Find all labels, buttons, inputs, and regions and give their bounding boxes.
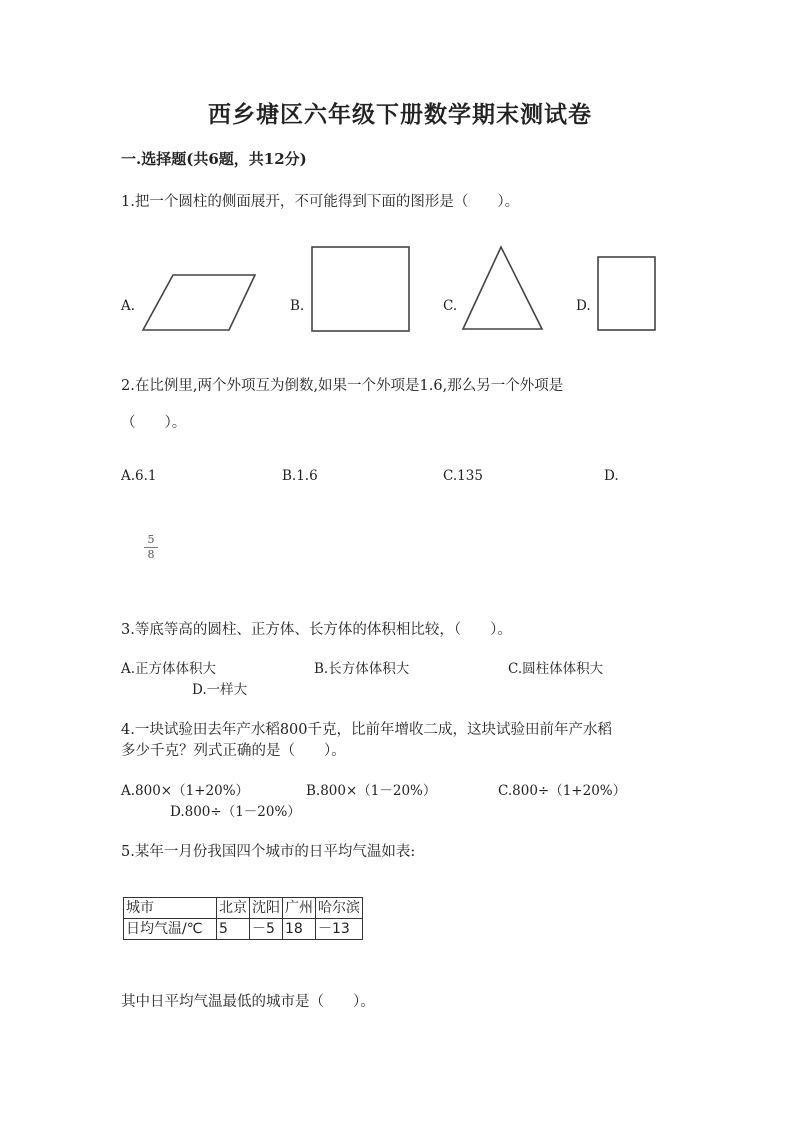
- q3-option-a: A.正方体体积大: [121, 661, 217, 677]
- question-5-prompt: 其中日平均气温最低的城市是（ ）。: [121, 994, 375, 1010]
- q4-option-d: D.800÷（1－20%）: [170, 804, 301, 820]
- square-shape-icon: [310, 245, 412, 333]
- q2-option-c: C.135: [443, 468, 483, 484]
- q4-option-b: B.800×（1－20%）: [306, 783, 437, 799]
- q3-option-b: B.长方体体积大: [314, 661, 410, 677]
- parallelogram-shape-icon: [140, 272, 260, 334]
- table-row: [124, 919, 363, 940]
- fraction-denominator: 8: [147, 548, 155, 561]
- q1-option-a-label: A.: [121, 298, 136, 314]
- page-title: 西乡塘区六年级下册数学期末测试卷: [208, 101, 592, 128]
- table-header-cell: 北京: [217, 898, 250, 919]
- table-header-cell: 哈尔滨: [316, 898, 363, 919]
- section-heading: 一.选择题(共6题，共12分): [121, 150, 307, 168]
- question-1-stem: 1.把一个圆柱的侧面展开，不可能得到下面的图形是（ ）。: [121, 194, 520, 210]
- q1-option-c-label: C.: [443, 298, 458, 314]
- question-2-stem-line2: （ ）。: [121, 415, 187, 431]
- q2-option-a: A.6.1: [121, 468, 157, 484]
- rectangle-shape-icon: [596, 255, 658, 333]
- table-header-row: [124, 898, 363, 919]
- table-cell: －13: [316, 919, 363, 940]
- table-cell: 18: [283, 919, 316, 940]
- q2-option-d: D.: [604, 468, 619, 484]
- question-5-stem: 5.某年一月份我国四个城市的日平均气温如表:: [121, 844, 416, 860]
- q3-option-d: D.一样大: [192, 682, 248, 698]
- question-2-stem-line1: 2.在比例里,两个外项互为倒数,如果一个外项是1.6,那么另一个外项是: [121, 378, 564, 394]
- table-cell: 日均气温/℃: [124, 919, 217, 940]
- triangle-shape-icon: [460, 244, 546, 334]
- table-cell: 5: [217, 919, 250, 940]
- question-4-stem-line2: 多少千克？列式正确的是（ ）。: [121, 743, 346, 759]
- table-header-cell: 城市: [124, 898, 217, 919]
- q2-option-d-fraction: [144, 534, 158, 561]
- q4-option-a: A.800×（1+20%）: [121, 783, 250, 799]
- question-3-stem: 3.等底等高的圆柱、正方体、长方体的体积相比较，（ ）。: [121, 622, 512, 638]
- table-header-cell: 沈阳: [250, 898, 283, 919]
- q1-option-d-label: D.: [576, 298, 591, 314]
- table-header-cell: 广州: [283, 898, 316, 919]
- fraction-numerator: 5: [147, 533, 155, 546]
- temperature-table: [123, 897, 363, 940]
- q4-option-c: C.800÷（1+20%）: [498, 783, 627, 799]
- q1-option-b-label: B.: [290, 298, 305, 314]
- question-4-stem-line1: 4.一块试验田去年产水稻800千克，比前年增收二成，这块试验田前年产水稻: [121, 722, 613, 738]
- q2-option-b: B.1.6: [282, 468, 318, 484]
- q3-option-c: C.圆柱体体积大: [508, 661, 604, 677]
- table-cell: －5: [250, 919, 283, 940]
